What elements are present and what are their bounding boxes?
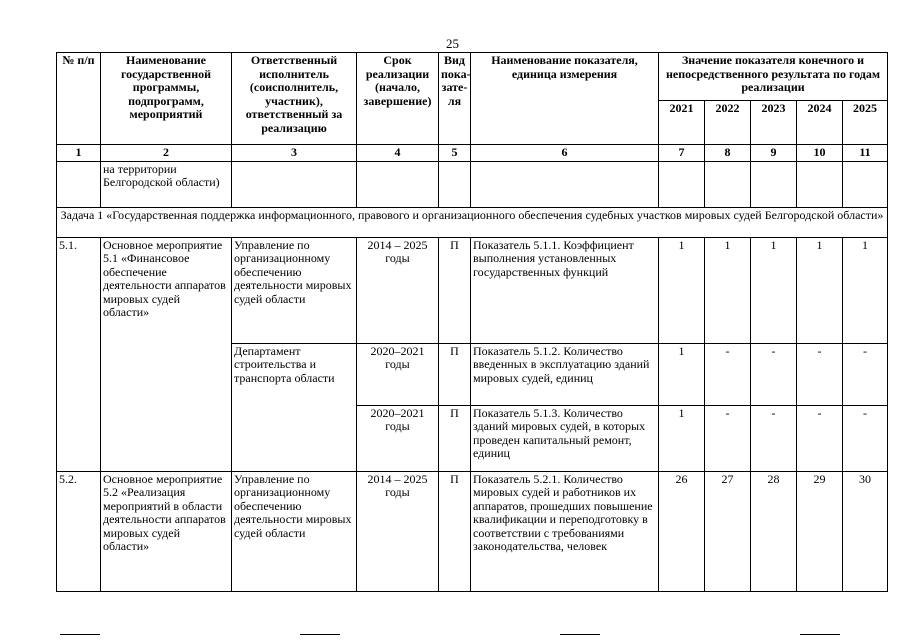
continuation-name: на территории Белгородской области): [101, 161, 232, 207]
row-5-2-executor: Управление по организационному обеспечению деятельности мировых судей области: [232, 471, 357, 591]
row-5-1-num: 5.1.: [57, 237, 101, 471]
col-number: 2: [101, 145, 232, 162]
scan-edge-line: [300, 634, 340, 635]
row-5-1-indicator-3: Показатель 5.1.3. Количество зданий мировых судей, в которых проведен капитальный ремонт, единиц: [471, 405, 659, 471]
value-cell: 26: [659, 471, 705, 591]
row-5-1-indicator: Показатель 5.1.1. Коэффициент выполнения установленных государственных функций: [471, 237, 659, 343]
header-year: 2022: [705, 101, 751, 145]
value-cell: -: [751, 343, 797, 405]
row-5-1-executor: Управление по организационному обеспечению деятельности мировых судей области: [232, 237, 357, 343]
row-5-1-type: П: [439, 237, 471, 343]
col-number: 1: [57, 145, 101, 162]
scan-edge-line: [60, 634, 100, 635]
col-number: 11: [843, 145, 888, 162]
value-cell: 28: [751, 471, 797, 591]
value-cell: 30: [843, 471, 888, 591]
value-cell: -: [705, 343, 751, 405]
header-year: 2024: [797, 101, 843, 145]
value-cell: -: [797, 343, 843, 405]
header-executor: Ответственный исполнитель (соисполнитель, участник), ответственный за реализацию: [232, 53, 357, 145]
header-year: 2023: [751, 101, 797, 145]
program-table: [56, 52, 888, 592]
col-number: 9: [751, 145, 797, 162]
row-5-1-name: Основное мероприятие 5.1 «Финансовое обеспечение деятельности аппаратов мировых судей области»: [101, 237, 232, 471]
col-number: 8: [705, 145, 751, 162]
value-cell: -: [843, 343, 888, 405]
row-5-2-num: 5.2.: [57, 471, 101, 591]
value-cell: -: [705, 405, 751, 471]
value-cell: -: [843, 405, 888, 471]
page-number: 25: [446, 36, 459, 51]
header-year: 2021: [659, 101, 705, 145]
header-num: № п/п: [57, 53, 101, 145]
row-5-1-type-2: П: [439, 343, 471, 405]
row-5-2-name: Основное мероприятие 5.2 «Реализация мероприятий в области деятельности аппаратов мировых судей области»: [101, 471, 232, 591]
value-cell: 1: [705, 237, 751, 343]
col-number: 4: [357, 145, 439, 162]
col-number: 7: [659, 145, 705, 162]
row-5-1-term: 2014 – 2025 годы: [357, 237, 439, 343]
value-cell: 27: [705, 471, 751, 591]
row-5-1-term-2: 2020–2021 годы: [357, 343, 439, 405]
row-5-1-type-3: П: [439, 405, 471, 471]
header-type: Вид пока-зате-ля: [439, 53, 471, 145]
row-5-1-executor-2: Департамент строительства и транспорта области: [232, 343, 357, 471]
header-year: 2025: [843, 101, 888, 145]
row-5-2-type: П: [439, 471, 471, 591]
value-cell: -: [797, 405, 843, 471]
value-cell: 1: [751, 237, 797, 343]
row-5-2-indicator: Показатель 5.2.1. Количество мировых судей и работников их аппаратов, прошедших повышение квалификации и переподготовку в соответствии с требованиями законодательства, человек: [471, 471, 659, 591]
row-5-1-term-3: 2020–2021 годы: [357, 405, 439, 471]
col-number: 3: [232, 145, 357, 162]
task-heading: Задача 1 «Государственная поддержка информационного, правового и организационного обеспечения судебных участков мировых судей Белгородской области»: [57, 207, 888, 237]
col-number: 5: [439, 145, 471, 162]
header-term: Срок реализации (начало, завершение): [357, 53, 439, 145]
col-number: 6: [471, 145, 659, 162]
value-cell: 1: [797, 237, 843, 343]
value-cell: 1: [659, 405, 705, 471]
header-values-group: Значение показателя конечного и непосредственного результата по годам реализации: [659, 53, 888, 101]
value-cell: 1: [659, 237, 705, 343]
value-cell: -: [751, 405, 797, 471]
value-cell: 1: [843, 237, 888, 343]
row-5-1-indicator-2: Показатель 5.1.2. Количество введенных в эксплуатацию зданий мировых судей, единиц: [471, 343, 659, 405]
header-name: Наименование государственной программы, подпрограмм, мероприятий: [101, 53, 232, 145]
continuation-num: [57, 161, 101, 207]
value-cell: 1: [659, 343, 705, 405]
row-5-2-term: 2014 – 2025 годы: [357, 471, 439, 591]
value-cell: 29: [797, 471, 843, 591]
col-number: 10: [797, 145, 843, 162]
scan-edge-line: [560, 634, 600, 635]
header-indicator: Наименование показателя, единица измерения: [471, 53, 659, 145]
scan-edge-line: [800, 634, 840, 635]
